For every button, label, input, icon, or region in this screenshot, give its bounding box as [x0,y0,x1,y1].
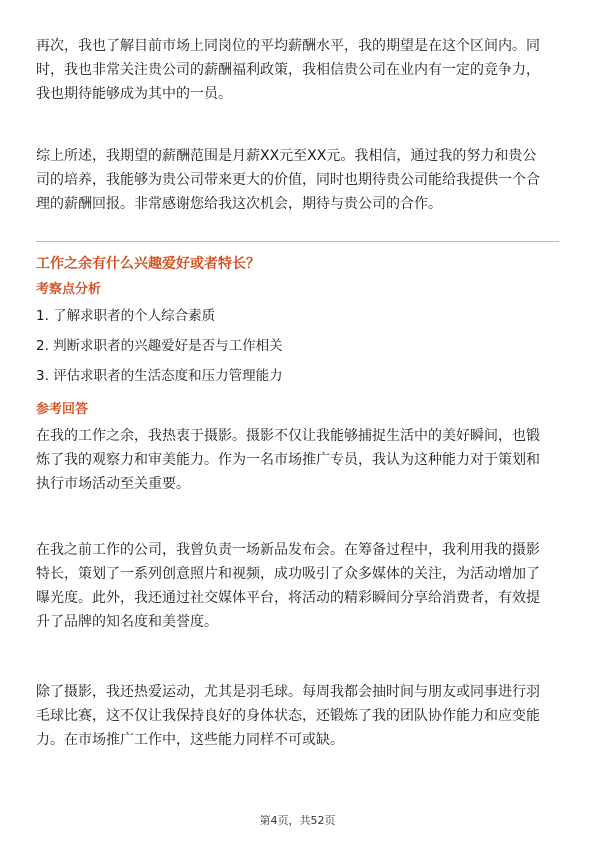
question-heading: 工作之余有什么兴趣爱好或者特长？ [36,256,260,272]
answer-paragraph: 在我的工作之余，我热衷于摄影。摄影不仅让我能够捕捉生活中的美好瞬间，也锻 炼了我的观察力和审美能力。作为一名市场推广专员，我认为这种能力对于策划和 执行市场活动至关重要。 [36,428,540,492]
page-number: 第4页，共52页 [259,814,336,827]
section-divider [36,241,559,242]
answer-paragraph: 在我之前工作的公司，我曾负责一场新品发布会。在筹备过程中，我利用我的摄影 特长，策划了一系列创意照片和视频，成功吸引了众多媒体的关注，为活动增加了 曝光度。此外，我还通过社交媒体平台，将活动的精彩瞬间分享给消费者，有效提 升了品牌的知名度和美誉度。 [36,542,540,630]
body-paragraph: 综上所述，我期望的薪酬范围是月薪XX元至XX元。我相信，通过我的努力和贵公 司的培养，我能够为贵公司带来更大的价值，同时也期待贵公司能给我提供一个合 理的薪酬回报。非常感谢您给我这次机会，期待与贵公司的合作。 [36,148,540,212]
answer-paragraph: 除了摄影，我还热爱运动，尤其是羽毛球。每周我都会抽时间与朋友或同事进行羽 毛球比赛，这不仅让我保持良好的身体状态，还锻炼了我的团队协作能力和应变能 力。在市场推广工作中，这些能力同样不可或缺。 [36,684,540,748]
body-paragraph: 再次，我也了解目前市场上同岗位的平均薪酬水平，我的期望是在这个区间内。同 时，我也非常关注贵公司的薪酬福利政策，我相信贵公司在业内有一定的竞争力， 我也期待能够成为其中的一员。 [36,38,540,102]
analysis-point: 3. 评估求职者的生活态度和压力管理能力 [36,368,283,384]
analysis-heading: 考察点分析 [36,282,102,297]
answer-heading: 参考回答 [36,402,89,417]
analysis-point: 1. 了解求职者的个人综合素质 [36,308,216,324]
analysis-point: 2. 判断求职者的兴趣爱好是否与工作相关 [36,338,283,354]
